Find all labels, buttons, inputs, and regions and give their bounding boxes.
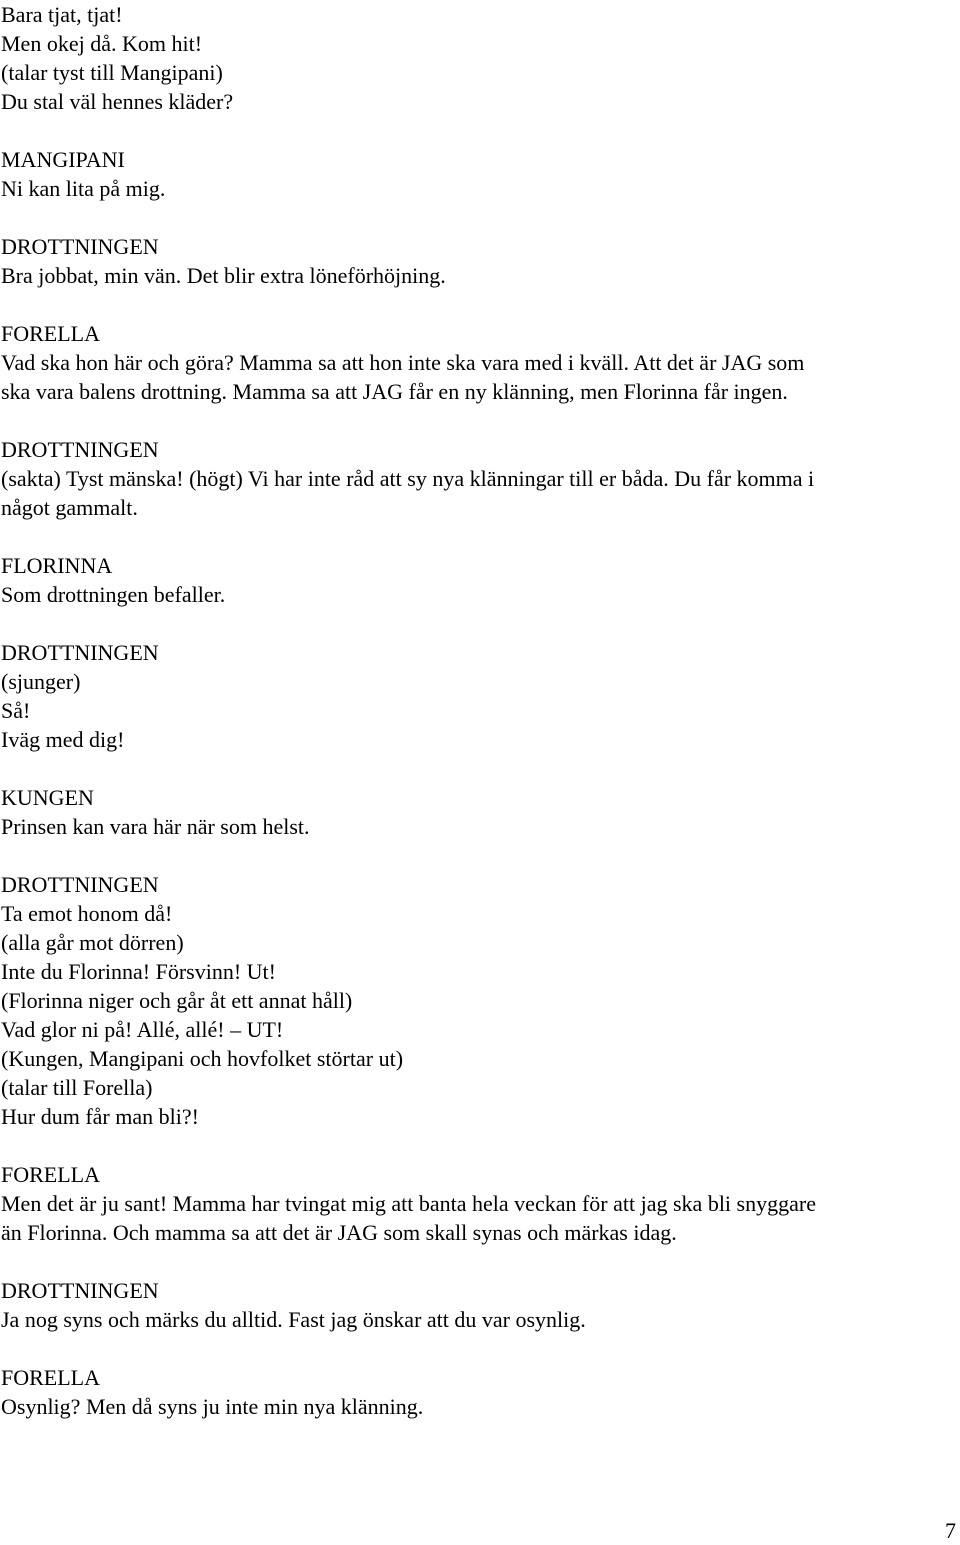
speaker-name: DROTTNINGEN: [1, 640, 159, 665]
dialogue-block: [1, 1160, 951, 1247]
speaker-name: FORELLA: [1, 1365, 100, 1390]
dialogue-line: Som drottningen befaller.: [1, 582, 226, 607]
speaker-name: FORELLA: [1, 321, 100, 346]
dialogue-line: Du stal väl hennes kläder?: [1, 89, 234, 114]
dialogue-block: [1, 638, 951, 754]
dialogue-line: Ja nog syns och märks du alltid. Fast jag önskar att du var osynlig.: [1, 1307, 586, 1332]
speaker-name: KUNGEN: [1, 785, 94, 810]
stage-direction: (sjunger): [1, 669, 81, 694]
dialogue-line: Bra jobbat, min vän. Det blir extra löneförhöjning.: [1, 263, 446, 288]
dialogue-line: något gammalt.: [1, 495, 138, 520]
stage-direction: (alla går mot dörren): [1, 930, 184, 955]
speaker-name: DROTTNINGEN: [1, 437, 159, 462]
dialogue-line: Prinsen kan vara här när som helst.: [1, 814, 310, 839]
dialogue-block: [1, 1363, 951, 1421]
dialogue-line: Bara tjat, tjat!: [1, 2, 123, 27]
dialogue-line: än Florinna. Och mamma sa att det är JAG som skall synas och märkas idag.: [1, 1220, 677, 1245]
dialogue-line: ska vara balens drottning. Mamma sa att JAG får en ny klänning, men Florinna får ingen.: [1, 379, 788, 404]
dialogue-line: Ta emot honom då!: [1, 901, 173, 926]
dialogue-block: [1, 783, 951, 841]
dialogue-line: Iväg med dig!: [1, 727, 125, 752]
stage-direction: (talar tyst till Mangipani): [1, 60, 223, 85]
speaker-name: FORELLA: [1, 1162, 100, 1187]
speaker-name: MANGIPANI: [1, 147, 125, 172]
dialogue-block: [1, 870, 951, 1131]
dialogue-line: Vad glor ni på! Allé, allé! – UT!: [1, 1017, 284, 1042]
dialogue-line: Ni kan lita på mig.: [1, 176, 166, 201]
stage-direction: (talar till Forella): [1, 1075, 153, 1100]
dialogue-line: Men det är ju sant! Mamma har tvingat mig att banta hela veckan för att jag ska bli snyggare: [1, 1191, 816, 1216]
dialogue-block: [1, 435, 951, 522]
script-text: [1, 0, 951, 1450]
dialogue-line: Men okej då. Kom hit!: [1, 31, 203, 56]
dialogue-block: [1, 0, 951, 116]
stage-direction: (Florinna niger och går åt ett annat håll): [1, 988, 353, 1013]
dialogue-line: Så!: [1, 698, 31, 723]
dialogue-block: [1, 232, 951, 290]
dialogue-block: [1, 319, 951, 406]
dialogue-block: [1, 1276, 951, 1334]
dialogue-block: [1, 145, 951, 203]
dialogue-line: Osynlig? Men då syns ju inte min nya klänning.: [1, 1394, 424, 1419]
dialogue-line: Inte du Florinna! Försvinn! Ut!: [1, 959, 276, 984]
dialogue-line: Hur dum får man bli?!: [1, 1104, 199, 1129]
dialogue-line: Vad ska hon här och göra? Mamma sa att hon inte ska vara med i kväll. Att det är JAG som: [1, 350, 805, 375]
speaker-name: DROTTNINGEN: [1, 872, 159, 897]
speaker-name: DROTTNINGEN: [1, 1278, 159, 1303]
dialogue-block: [1, 551, 951, 609]
dialogue-line: (sakta) Tyst mänska! (högt) Vi har inte råd att sy nya klänningar till er båda. Du får komma i: [1, 466, 815, 491]
speaker-name: DROTTNINGEN: [1, 234, 159, 259]
speaker-name: FLORINNA: [1, 553, 113, 578]
stage-direction: (Kungen, Mangipani och hovfolket störtar ut): [1, 1046, 404, 1071]
page-number: 7: [945, 1518, 956, 1543]
